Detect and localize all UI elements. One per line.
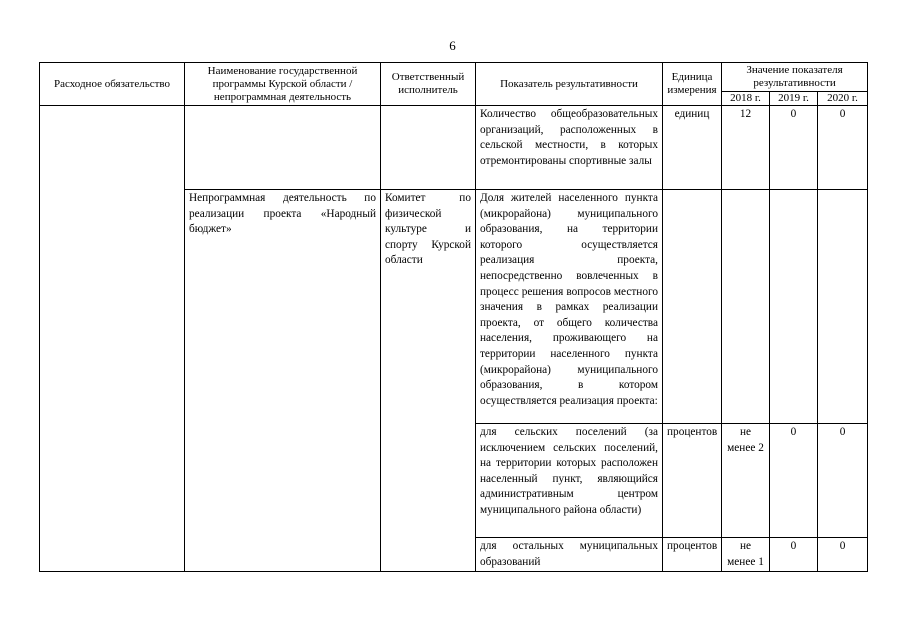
- value-2018-cell: [722, 190, 770, 424]
- value-2020-cell: 0: [818, 424, 868, 538]
- value-2020-cell: 0: [818, 106, 868, 190]
- indicator-cell: Количество общеобразовательных организаций, расположенных в сельской местности, в которых отремонтированы спортивные залы: [476, 106, 663, 190]
- value-2019-cell: [770, 190, 818, 424]
- results-table: [39, 62, 868, 572]
- header-executor: Ответственный исполнитель: [381, 63, 476, 106]
- header-expense-obligation: Расходное обязательство: [40, 63, 185, 106]
- value-2019-cell: 0: [770, 424, 818, 538]
- header-year-2018: 2018 г.: [722, 92, 770, 106]
- header-year-2019: 2019 г.: [770, 92, 818, 106]
- value-2019-cell: 0: [770, 106, 818, 190]
- indicator-cell: для остальных муниципальных образований: [476, 538, 663, 572]
- value-2020-cell: [818, 190, 868, 424]
- program-name-cell-empty: [185, 106, 381, 190]
- indicator-cell: Доля жителей населенного пункта (микрорайона) муниципального образования, на территории которого осуществляется реализация проекта, непосредственно вовлеченных в процесс решения вопросов местного значения в рамках реализации проекта, от общего количества населения, проживающего на территории населенного пункта (микрорайона) муниципального образования, в котором осуществляется реализация проекта:: [476, 190, 663, 424]
- value-2020-cell: 0: [818, 538, 868, 572]
- header-indicator: Показатель результативности: [476, 63, 663, 106]
- program-name-cell: Непрограммная деятельность по реализации проекта «Народный бюджет»: [185, 190, 381, 572]
- unit-cell: единиц: [663, 106, 722, 190]
- page-number: 6: [449, 38, 456, 53]
- value-2018-cell: 12: [722, 106, 770, 190]
- value-2018-cell: не менее 2: [722, 424, 770, 538]
- unit-cell: процентов: [663, 424, 722, 538]
- unit-cell: [663, 190, 722, 424]
- header-indicator-value: Значение показателя результативности: [722, 63, 868, 92]
- executor-cell: Комитет по физической культуре и спорту Курской области: [381, 190, 476, 572]
- indicator-cell: для сельских поселений (за исключением сельских поселений, на территории которых расположен населенный пункт, являющийся административным центром муниципального района области): [476, 424, 663, 538]
- table-row: [40, 106, 868, 190]
- header-program-name: Наименование государственной программы Курской области / непрограммная деятельность: [185, 63, 381, 106]
- header-unit: Единица измерения: [663, 63, 722, 106]
- executor-cell-empty: [381, 106, 476, 190]
- expense-obligation-cell: [40, 106, 185, 572]
- header-year-2020: 2020 г.: [818, 92, 868, 106]
- value-2019-cell: 0: [770, 538, 818, 572]
- unit-cell: процентов: [663, 538, 722, 572]
- value-2018-cell: не менее 1: [722, 538, 770, 572]
